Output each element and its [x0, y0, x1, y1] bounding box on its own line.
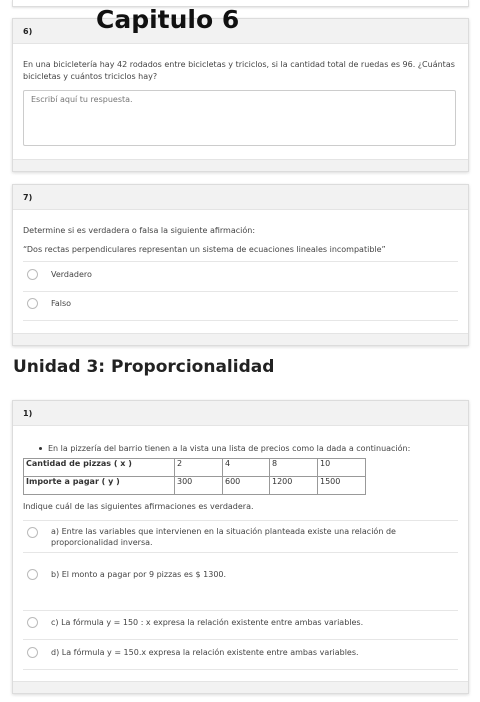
question-text: En una bicicletería hay 42 rodados entre bicicletas y triciclos, si la cantidad total de ruedas es 96. ¿Cuántas bicicletas y cuántos triciclos hay? — [23, 60, 455, 81]
option-label: d) La fórmula y = 150.x expresa la relación existente entre ambas variables. — [51, 648, 359, 657]
table-cell: 8 — [270, 459, 318, 477]
question-number: 6) — [23, 27, 33, 36]
question-header — [13, 401, 468, 426]
question-number: 7) — [23, 193, 33, 202]
card-footer — [13, 159, 468, 171]
separator — [23, 610, 458, 611]
question-instruction: Determine si es verdadera o falsa la siguiente afirmación: — [23, 226, 256, 235]
separator — [23, 291, 458, 292]
question-statement: “Dos rectas perpendiculares representan un sistema de ecuaciones lineales incompatible” — [23, 245, 386, 254]
card-footer — [13, 333, 468, 345]
radio-button[interactable] — [27, 647, 38, 658]
radio-button[interactable] — [27, 617, 38, 628]
table-cell: 600 — [223, 477, 270, 495]
unit-title: Unidad 3: Proporcionalidad — [13, 357, 275, 377]
separator — [23, 261, 458, 262]
table-cell: 300 — [175, 477, 223, 495]
question-6-card — [12, 18, 469, 172]
radio-button[interactable] — [27, 298, 38, 309]
question-header — [13, 19, 468, 44]
table-cell: 1200 — [270, 477, 318, 495]
separator — [23, 669, 458, 670]
separator — [23, 520, 458, 521]
question-number: 1) — [23, 409, 33, 418]
previous-card-bottom — [12, 0, 469, 7]
option-label: c) La fórmula y = 150 : x expresa la relación existente entre ambas variables. — [51, 618, 364, 627]
table-header-cell: Cantidad de pizzas ( x ) — [24, 459, 175, 477]
radio-button[interactable] — [27, 569, 38, 580]
separator — [23, 320, 458, 321]
question-1-card — [12, 400, 469, 694]
radio-button[interactable] — [27, 527, 38, 538]
answer-textarea[interactable] — [23, 90, 456, 146]
chapter-title: Capitulo 6 — [96, 5, 240, 34]
radio-button[interactable] — [27, 269, 38, 280]
table-cell: 4 — [223, 459, 270, 477]
table-cell: 2 — [175, 459, 223, 477]
question-intro: En la pizzería del barrio tienen a la vista una lista de precios como la dada a continuación: — [48, 444, 411, 453]
option-label: a) Entre las variables que intervienen en la situación planteada existe una relación de proporcionalidad inversa. — [51, 527, 396, 547]
table-row — [24, 477, 366, 495]
option-label: b) El monto a pagar por 9 pizzas es $ 1300. — [51, 570, 227, 579]
option-label: Verdadero — [51, 270, 92, 279]
table-cell: 1500 — [318, 477, 366, 495]
question-7-card — [12, 184, 469, 346]
card-footer — [13, 681, 468, 693]
option-label: Falso — [51, 299, 72, 308]
table-cell: 10 — [318, 459, 366, 477]
question-instruction: Indique cuál de las siguientes afirmaciones es verdadera. — [23, 502, 254, 511]
separator — [23, 639, 458, 640]
question-header — [13, 185, 468, 210]
price-table — [23, 458, 366, 495]
bullet-icon — [39, 447, 42, 450]
separator — [23, 552, 458, 553]
table-row — [24, 459, 366, 477]
table-header-cell: Importe a pagar ( y ) — [24, 477, 175, 495]
